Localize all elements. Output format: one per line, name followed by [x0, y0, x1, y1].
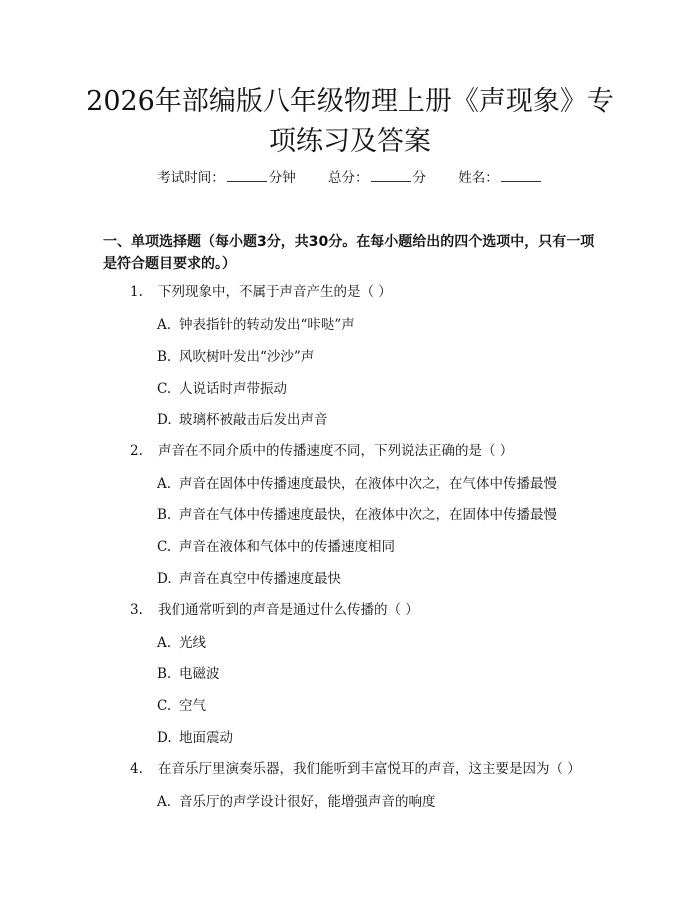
option-letter: D.	[157, 571, 172, 587]
option-letter: A.	[157, 317, 172, 333]
option-letter: D.	[157, 412, 172, 428]
option	[157, 537, 395, 557]
option	[157, 505, 557, 525]
option	[157, 347, 314, 367]
option	[157, 569, 341, 589]
option-text: 钟表指针的转动发出“咔哒”声	[179, 317, 355, 333]
option	[157, 410, 328, 430]
option-text: 声音在真空中传播速度最快	[179, 571, 341, 587]
question	[130, 441, 513, 461]
question-text: 声音在不同介质中的传播速度不同，下列说法正确的是（ ）	[158, 443, 514, 459]
section-heading: 一、单项选择题（每小题3分，共30分。在每小题给出的四个选项中，只有一项是符合题目要求的。）	[103, 234, 595, 272]
option-letter: B.	[157, 349, 172, 365]
question	[130, 600, 419, 620]
option	[157, 664, 220, 684]
option-text: 声音在固体中传播速度最快，在液体中次之，在气体中传播最慢	[179, 476, 557, 492]
question-number: 1.	[130, 284, 143, 300]
option	[157, 696, 206, 716]
name-blank	[501, 169, 541, 182]
option	[157, 379, 287, 399]
question	[130, 282, 392, 302]
option-letter: C.	[157, 381, 172, 397]
question-text: 下列现象中，不属于声音产生的是（ ）	[158, 284, 392, 300]
option-letter: C.	[157, 698, 172, 714]
option-text: 空气	[179, 698, 206, 714]
question	[130, 759, 581, 779]
exam-time-field	[157, 168, 296, 188]
option-text: 声音在气体中传播速度最快，在液体中次之，在固体中传播最慢	[179, 507, 557, 523]
exam-time-unit: 分钟	[268, 170, 296, 186]
exam-time-blank	[227, 169, 267, 182]
page-title: 2026年部编版八年级物理上册《声现象》专项练习及答案	[86, 86, 614, 157]
option	[157, 474, 557, 494]
option	[157, 633, 206, 653]
option-letter: A.	[157, 476, 172, 492]
option-text: 光线	[179, 635, 206, 651]
option-letter: B.	[157, 507, 172, 523]
total-score-unit: 分	[412, 170, 426, 186]
option-letter: A.	[157, 635, 172, 651]
question-number: 2.	[130, 443, 143, 459]
option-text: 风吹树叶发出“沙沙”声	[179, 349, 315, 365]
question-text: 我们通常听到的声音是通过什么传播的（ ）	[158, 602, 419, 618]
option	[157, 728, 233, 748]
option-text: 电磁波	[179, 666, 220, 682]
question-number: 3.	[130, 602, 143, 618]
option	[157, 792, 436, 812]
total-score-blank	[371, 169, 411, 182]
option-letter: D.	[157, 730, 172, 746]
option	[157, 315, 355, 335]
option-text: 地面震动	[179, 730, 233, 746]
option-text: 声音在液体和气体中的传播速度相同	[179, 539, 395, 555]
option-text: 玻璃杯被敲击后发出声音	[179, 412, 328, 428]
exam-info	[0, 168, 700, 188]
question-number: 4.	[130, 761, 143, 777]
option-letter: C.	[157, 539, 172, 555]
option-text: 音乐厅的声学设计很好，能增强声音的响度	[179, 794, 436, 810]
name-label: 姓名：	[458, 170, 499, 186]
name-field	[458, 168, 543, 188]
option-letter: B.	[157, 666, 172, 682]
option-text: 人说话时声带振动	[179, 381, 287, 397]
option-letter: A.	[157, 794, 172, 810]
total-score-field	[328, 168, 426, 188]
question-text: 在音乐厅里演奏乐器，我们能听到丰富悦耳的声音，这主要是因为（ ）	[158, 761, 581, 777]
total-score-label: 总分：	[328, 170, 369, 186]
exam-time-label: 考试时间：	[157, 170, 225, 186]
